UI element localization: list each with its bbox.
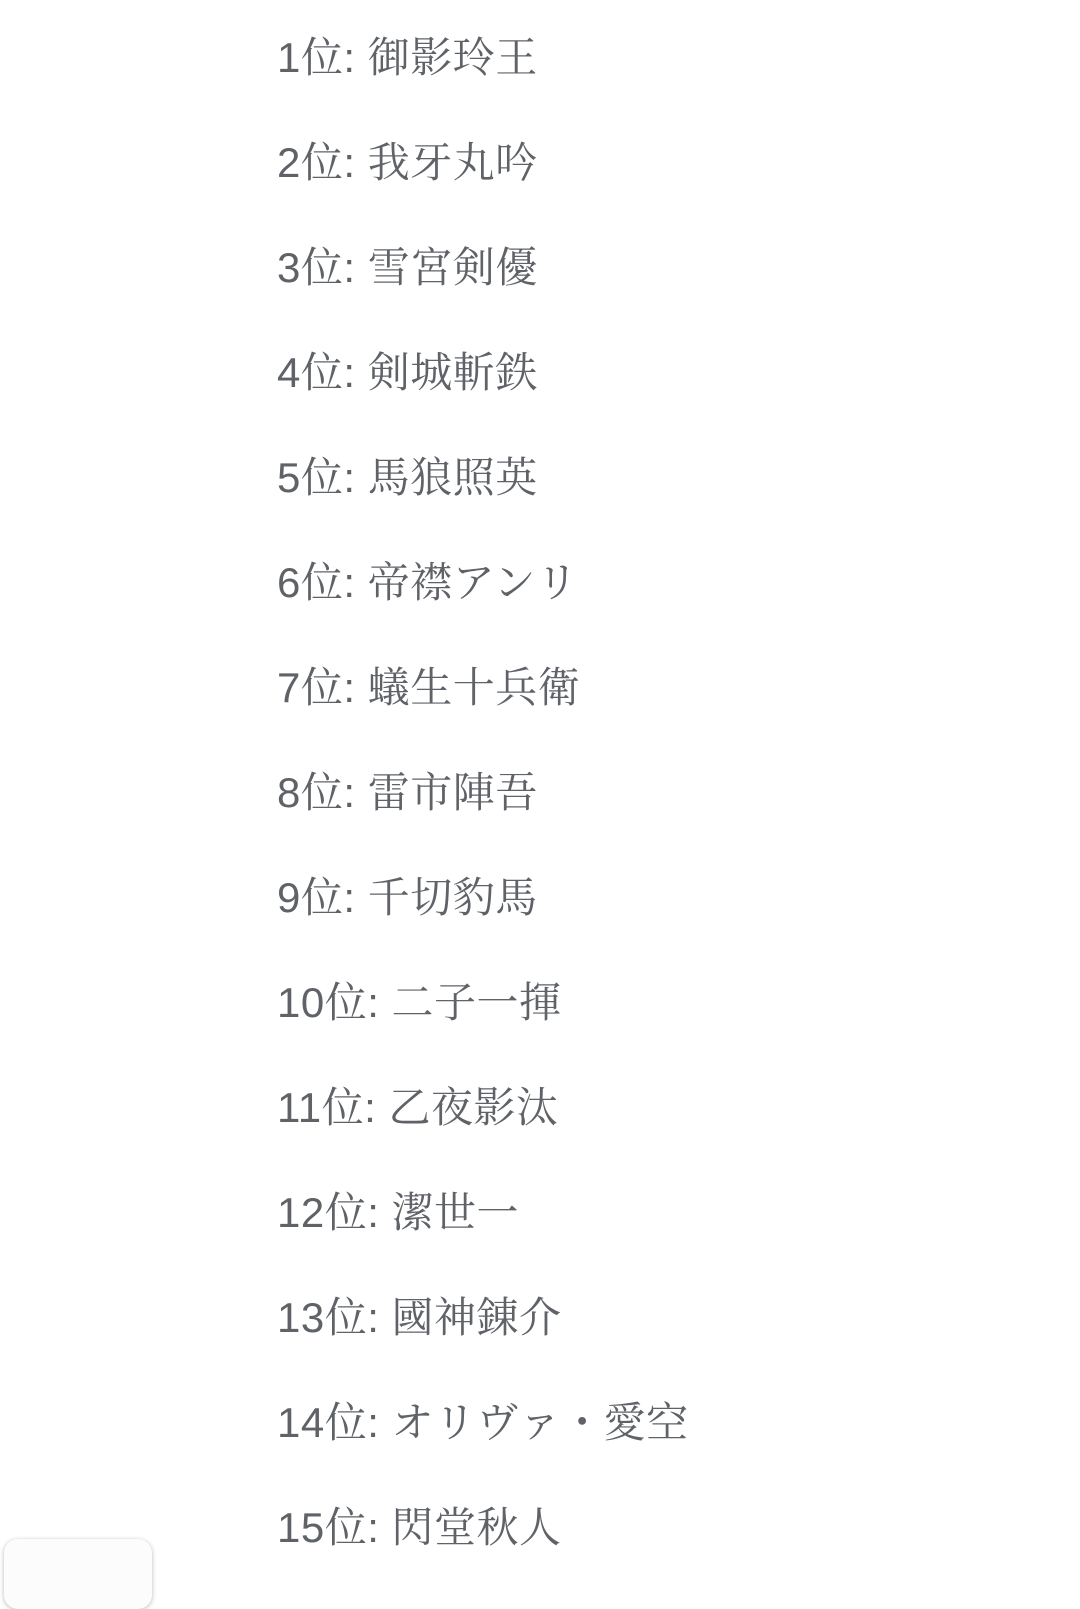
ranking-list-item: 15位: 閃堂秋人 [277,1503,562,1551]
ranking-list-item: 14位: オリヴァ・愛空 [277,1398,689,1446]
ranking-list-item: 11位: 乙夜影汰 [277,1083,559,1131]
ranking-list-item: 6位: 帝襟アンリ [277,558,579,606]
ranking-list-item: 4位: 剣城斬鉄 [277,348,538,396]
ranking-list-item: 9位: 千切豹馬 [277,873,538,921]
ranking-list-item: 3位: 雪宮剣優 [277,243,538,291]
ranking-list-item: 1位: 御影玲王 [277,33,538,81]
ranking-list-item: 12位: 潔世一 [277,1188,520,1236]
ranking-list-item: 2位: 我牙丸吟 [277,138,538,186]
ranking-list [277,5,689,1580]
ranking-list-item: 13位: 國神錬介 [277,1293,562,1341]
ranking-list-item: 7位: 蟻生十兵衛 [277,663,581,711]
ranking-list-item: 8位: 雷市陣吾 [277,768,538,816]
ranking-list-item: 5位: 馬狼照英 [277,453,538,501]
floating-card[interactable] [4,1539,152,1609]
ranking-list-item: 10位: 二子一揮 [277,978,562,1026]
